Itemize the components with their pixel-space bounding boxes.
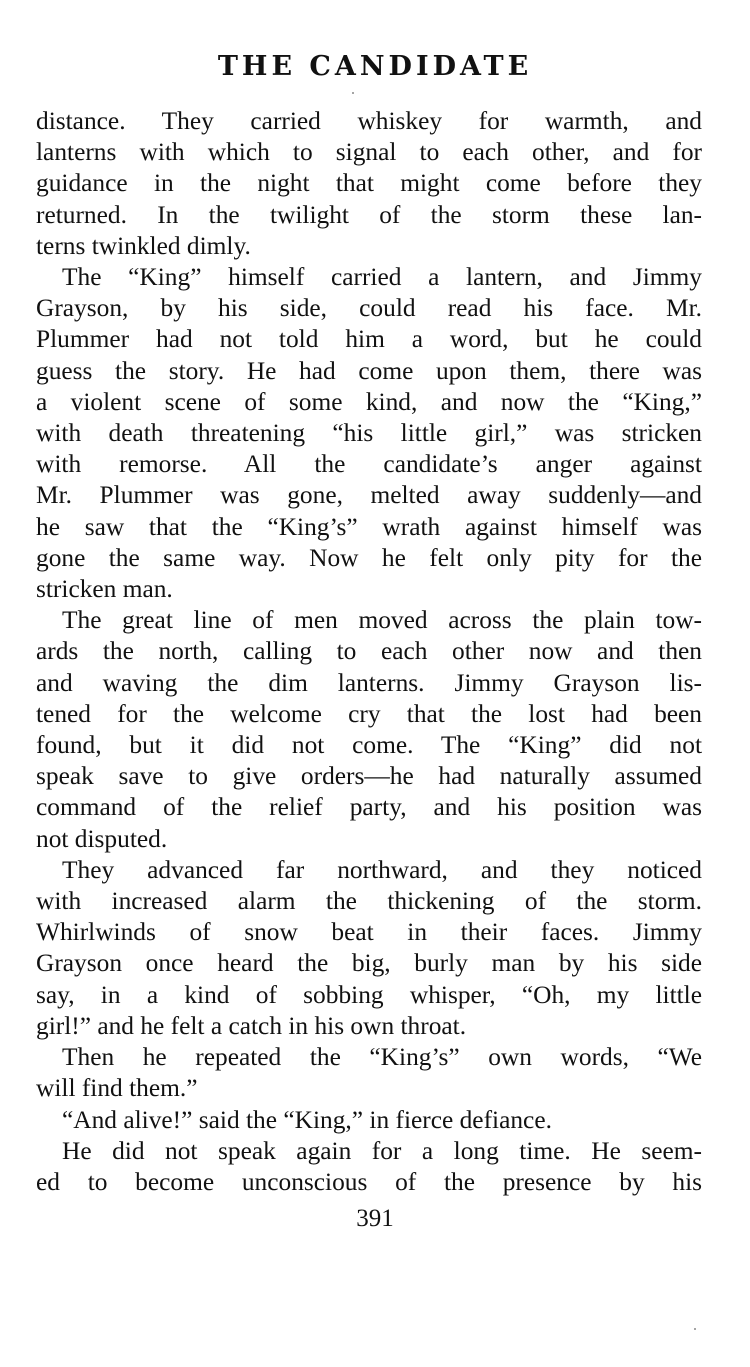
text-line: a violent scene of some kind, and now the “King,” — [36, 387, 702, 416]
text-line: Plummer had not told him a word, but he could — [36, 325, 702, 354]
paragraph — [36, 855, 702, 1042]
text-line: gone the same way. Now he felt only pity for the — [36, 543, 702, 572]
paragraph — [36, 1042, 702, 1104]
text-line: ed to become unconscious of the presence by his — [36, 1167, 702, 1196]
text-line: tened for the welcome cry that the lost had been — [36, 699, 702, 728]
text-line: Then he repeated the “King’s” own words, “We — [62, 1043, 702, 1072]
text-line: command of the relief party, and his position was — [36, 793, 702, 822]
text-line: The “King” himself carried a lantern, and Jimmy — [62, 263, 702, 292]
text-line: They advanced far northward, and they noticed — [62, 855, 702, 884]
text-line: Grayson, by his side, could read his face. Mr. — [36, 294, 702, 323]
text-line: he saw that the “King’s” wrath against himself was — [36, 512, 702, 541]
text-line: say, in a kind of sobbing whisper, “Oh, my little — [36, 980, 702, 1009]
running-head: THE CANDIDATE — [217, 51, 533, 82]
text-line: Whirlwinds of snow beat in their faces. Jimmy — [36, 918, 702, 947]
text-line: He did not speak again for a long time. He seem- — [62, 1136, 702, 1165]
paragraph — [36, 262, 702, 605]
paragraph — [36, 1136, 702, 1198]
text-line: guess the story. He had come upon them, there was — [36, 356, 702, 385]
text-line: stricken man. — [36, 575, 173, 604]
text-line: guidance in the night that might come before they — [36, 169, 702, 198]
text-line: terns twinkled dimly. — [36, 231, 251, 260]
paper-speck — [352, 92, 354, 94]
text-line: speak save to give orders—he had naturally assumed — [36, 762, 702, 791]
text-line: lanterns with which to signal to each other, and for — [36, 138, 702, 167]
text-line: with increased alarm the thickening of the storm. — [36, 887, 702, 916]
text-line: found, but it did not come. The “King” did not — [36, 731, 702, 760]
text-line: girl!” and he felt a catch in his own throat. — [36, 1011, 467, 1040]
body-text — [36, 106, 702, 1198]
text-line: with death threatening “his little girl,” was stricken — [36, 419, 702, 448]
text-line: Grayson once heard the big, burly man by his side — [36, 949, 702, 978]
text-line: not disputed. — [36, 824, 168, 853]
paragraph — [36, 1105, 702, 1136]
text-line: Mr. Plummer was gone, melted away suddenly—and — [36, 481, 702, 510]
text-line: returned. In the twilight of the storm these lan- — [36, 200, 702, 229]
text-line: with remorse. All the candidate’s anger against — [36, 450, 702, 479]
text-line: and waving the dim lanterns. Jimmy Grayson lis- — [36, 668, 702, 697]
text-line: distance. They carried whiskey for warmth, and — [36, 107, 702, 135]
text-line: ards the north, calling to each other now and then — [36, 637, 702, 666]
paper-speck — [694, 1328, 696, 1330]
paragraph — [36, 106, 702, 262]
page-number: 391 — [356, 1205, 394, 1232]
paragraph — [36, 605, 702, 855]
text-line: The great line of men moved across the plain tow- — [62, 606, 702, 635]
text-line: “And alive!” said the “King,” in fierce defiance. — [62, 1105, 552, 1134]
text-line: will find them.” — [36, 1074, 198, 1103]
